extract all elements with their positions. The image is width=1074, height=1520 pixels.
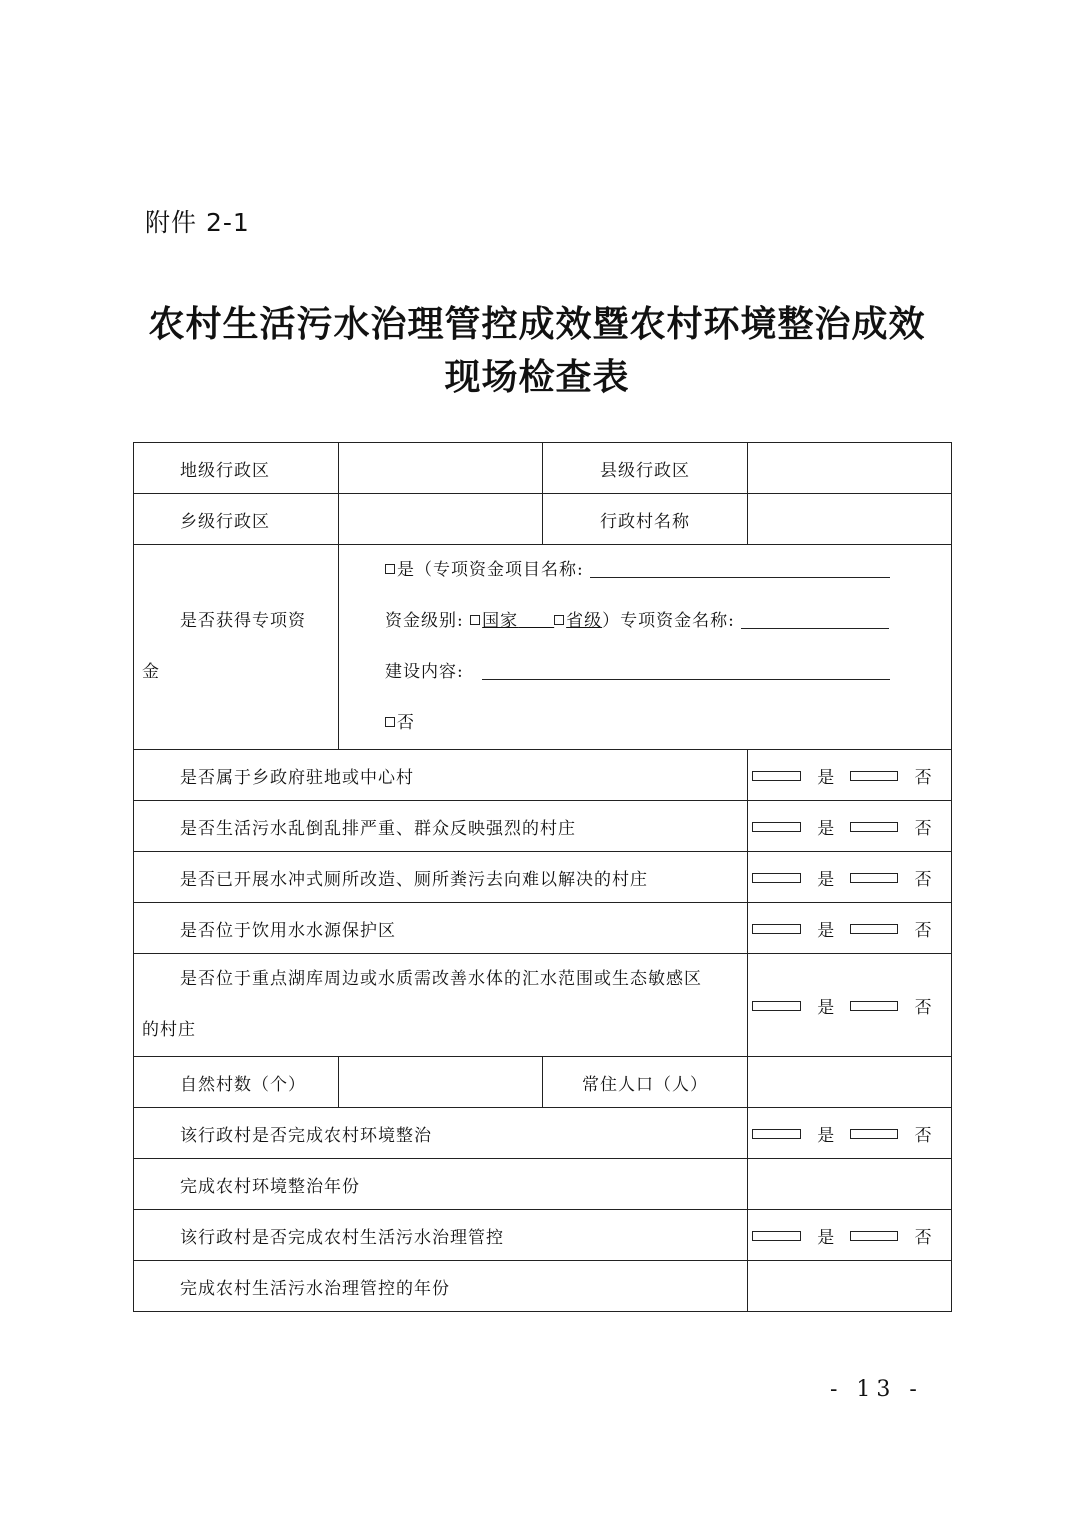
table-row — [134, 903, 952, 954]
table-row — [134, 1057, 952, 1108]
yes-checkbox[interactable] — [752, 1129, 801, 1139]
sewage-year-input-cell[interactable] — [748, 1261, 952, 1312]
yes-checkbox[interactable] — [752, 1231, 801, 1241]
question-label: 是否已开展水冲式厕所改造、厕所粪污去向难以解决的村庄 — [134, 852, 748, 903]
yes-label: 是 — [817, 1125, 836, 1146]
attachment-label: 附件 2-1 — [145, 208, 250, 237]
yes-checkbox[interactable] — [752, 924, 801, 934]
table-row — [134, 494, 952, 545]
construction-content-field[interactable] — [482, 663, 890, 680]
no-checkbox[interactable] — [850, 1129, 899, 1139]
no-checkbox[interactable] — [850, 873, 899, 883]
village-name-label: 行政村名称 — [543, 494, 748, 545]
natural-village-count-input-cell[interactable] — [339, 1057, 543, 1108]
national-checkbox[interactable] — [470, 615, 480, 625]
special-fund-label-line2: 金 — [142, 662, 160, 682]
yes-no-options — [748, 903, 952, 954]
yes-no-options — [748, 954, 952, 1057]
provincial-checkbox[interactable] — [554, 615, 564, 625]
fund-level-label: 资金级别: — [385, 611, 464, 631]
special-fund-label — [134, 545, 339, 750]
yes-label: 是 — [817, 767, 836, 788]
yes-checkbox[interactable] — [752, 771, 801, 781]
table-row — [134, 750, 952, 801]
fund-name-label: ）专项资金名称: — [602, 611, 735, 631]
yes-option[interactable] — [752, 916, 849, 941]
no-option[interactable] — [850, 916, 947, 941]
question-line2: 的村庄 — [142, 1020, 196, 1040]
county-input-cell[interactable] — [748, 443, 952, 494]
yes-option[interactable] — [752, 993, 849, 1018]
no-option[interactable] — [850, 1121, 947, 1146]
yes-label: 是 — [817, 997, 836, 1018]
no-option[interactable] — [850, 814, 947, 839]
resident-population-label: 常住人口（人） — [543, 1057, 748, 1108]
special-fund-label-line1: 是否获得专项资 — [180, 611, 306, 631]
yes-option[interactable] — [752, 1223, 849, 1248]
yes-no-options — [748, 1210, 952, 1261]
env-done-label: 该行政村是否完成农村环境整治 — [134, 1108, 748, 1159]
prefecture-label: 地级行政区 — [134, 443, 339, 494]
national-label: 国家 — [482, 611, 519, 631]
yes-checkbox[interactable] — [752, 873, 801, 883]
question-label — [134, 954, 748, 1057]
yes-no-options — [748, 801, 952, 852]
fund-level-national[interactable] — [470, 611, 602, 631]
yes-label: 是 — [817, 1227, 836, 1248]
resident-population-input-cell[interactable] — [748, 1057, 952, 1108]
table-row — [134, 545, 952, 750]
construction-label: 建设内容: — [385, 662, 464, 682]
no-label: 否 — [914, 818, 933, 839]
yes-option[interactable] — [752, 1121, 849, 1146]
question-label: 是否属于乡政府驻地或中心村 — [134, 750, 748, 801]
fund-level-line — [385, 596, 951, 647]
env-year-input-cell[interactable] — [748, 1159, 952, 1210]
table-row — [134, 443, 952, 494]
yes-no-options — [748, 1108, 952, 1159]
no-option[interactable] — [850, 763, 947, 788]
no-label: 否 — [914, 997, 933, 1018]
yes-no-options — [748, 852, 952, 903]
sewage-year-label: 完成农村生活污水治理管控的年份 — [134, 1261, 748, 1312]
construction-line — [385, 647, 951, 698]
fund-project-name-field[interactable] — [590, 561, 890, 578]
table-row — [134, 1261, 952, 1312]
no-option[interactable] — [850, 993, 947, 1018]
table-row — [134, 1108, 952, 1159]
township-input-cell[interactable] — [339, 494, 543, 545]
table-row — [134, 852, 952, 903]
no-checkbox[interactable] — [850, 924, 899, 934]
yes-checkbox[interactable] — [752, 1001, 801, 1011]
table-row — [134, 1159, 952, 1210]
table-row — [134, 801, 952, 852]
table-row — [134, 954, 952, 1057]
sewage-done-label: 该行政村是否完成农村生活污水治理管控 — [134, 1210, 748, 1261]
special-fund-details — [339, 545, 952, 750]
fund-no-line — [385, 698, 951, 749]
no-checkbox[interactable] — [850, 822, 899, 832]
natural-village-count-label: 自然村数（个） — [134, 1057, 339, 1108]
yes-label: 是 — [817, 920, 836, 941]
page-title-line1: 农村生活污水治理管控成效暨农村环境整治成效 — [148, 304, 926, 345]
yes-option[interactable] — [752, 865, 849, 890]
no-checkbox[interactable] — [850, 771, 899, 781]
question-label: 是否生活污水乱倒乱排严重、群众反映强烈的村庄 — [134, 801, 748, 852]
no-option[interactable] — [850, 865, 947, 890]
question-label: 是否位于饮用水水源保护区 — [134, 903, 748, 954]
no-checkbox[interactable] — [850, 1001, 899, 1011]
no-checkbox[interactable] — [850, 1231, 899, 1241]
provincial-label: 省级 — [566, 611, 603, 631]
yes-label: 是 — [817, 818, 836, 839]
fund-yes-checkbox[interactable] — [385, 564, 395, 574]
prefecture-input-cell[interactable] — [339, 443, 543, 494]
fund-yes-text: 是（专项资金项目名称: — [397, 560, 584, 580]
no-label: 否 — [914, 1125, 933, 1146]
fund-no-text: 否 — [397, 713, 415, 733]
no-option[interactable] — [850, 1223, 947, 1248]
township-label: 乡级行政区 — [134, 494, 339, 545]
yes-no-options — [748, 750, 952, 801]
question-line1: 是否位于重点湖库周边或水质需改善水体的汇水范围或生态敏感区 — [180, 969, 702, 989]
no-label: 否 — [914, 767, 933, 788]
page-title-line2: 现场检查表 — [444, 357, 630, 398]
county-label: 县级行政区 — [543, 443, 748, 494]
yes-checkbox[interactable] — [752, 822, 801, 832]
yes-option[interactable] — [752, 814, 849, 839]
table-row — [134, 1210, 952, 1261]
env-year-label: 完成农村环境整治年份 — [134, 1159, 748, 1210]
fund-name-field[interactable] — [741, 612, 889, 629]
no-label: 否 — [914, 920, 933, 941]
yes-label: 是 — [817, 869, 836, 890]
fund-no-checkbox[interactable] — [385, 717, 395, 727]
yes-option[interactable] — [752, 763, 849, 788]
no-label: 否 — [914, 869, 933, 890]
inspection-form-table — [133, 442, 952, 1312]
village-name-input-cell[interactable] — [748, 494, 952, 545]
fund-yes-line — [385, 545, 951, 596]
no-label: 否 — [914, 1227, 933, 1248]
page-number: - 13 - — [830, 1377, 923, 1402]
